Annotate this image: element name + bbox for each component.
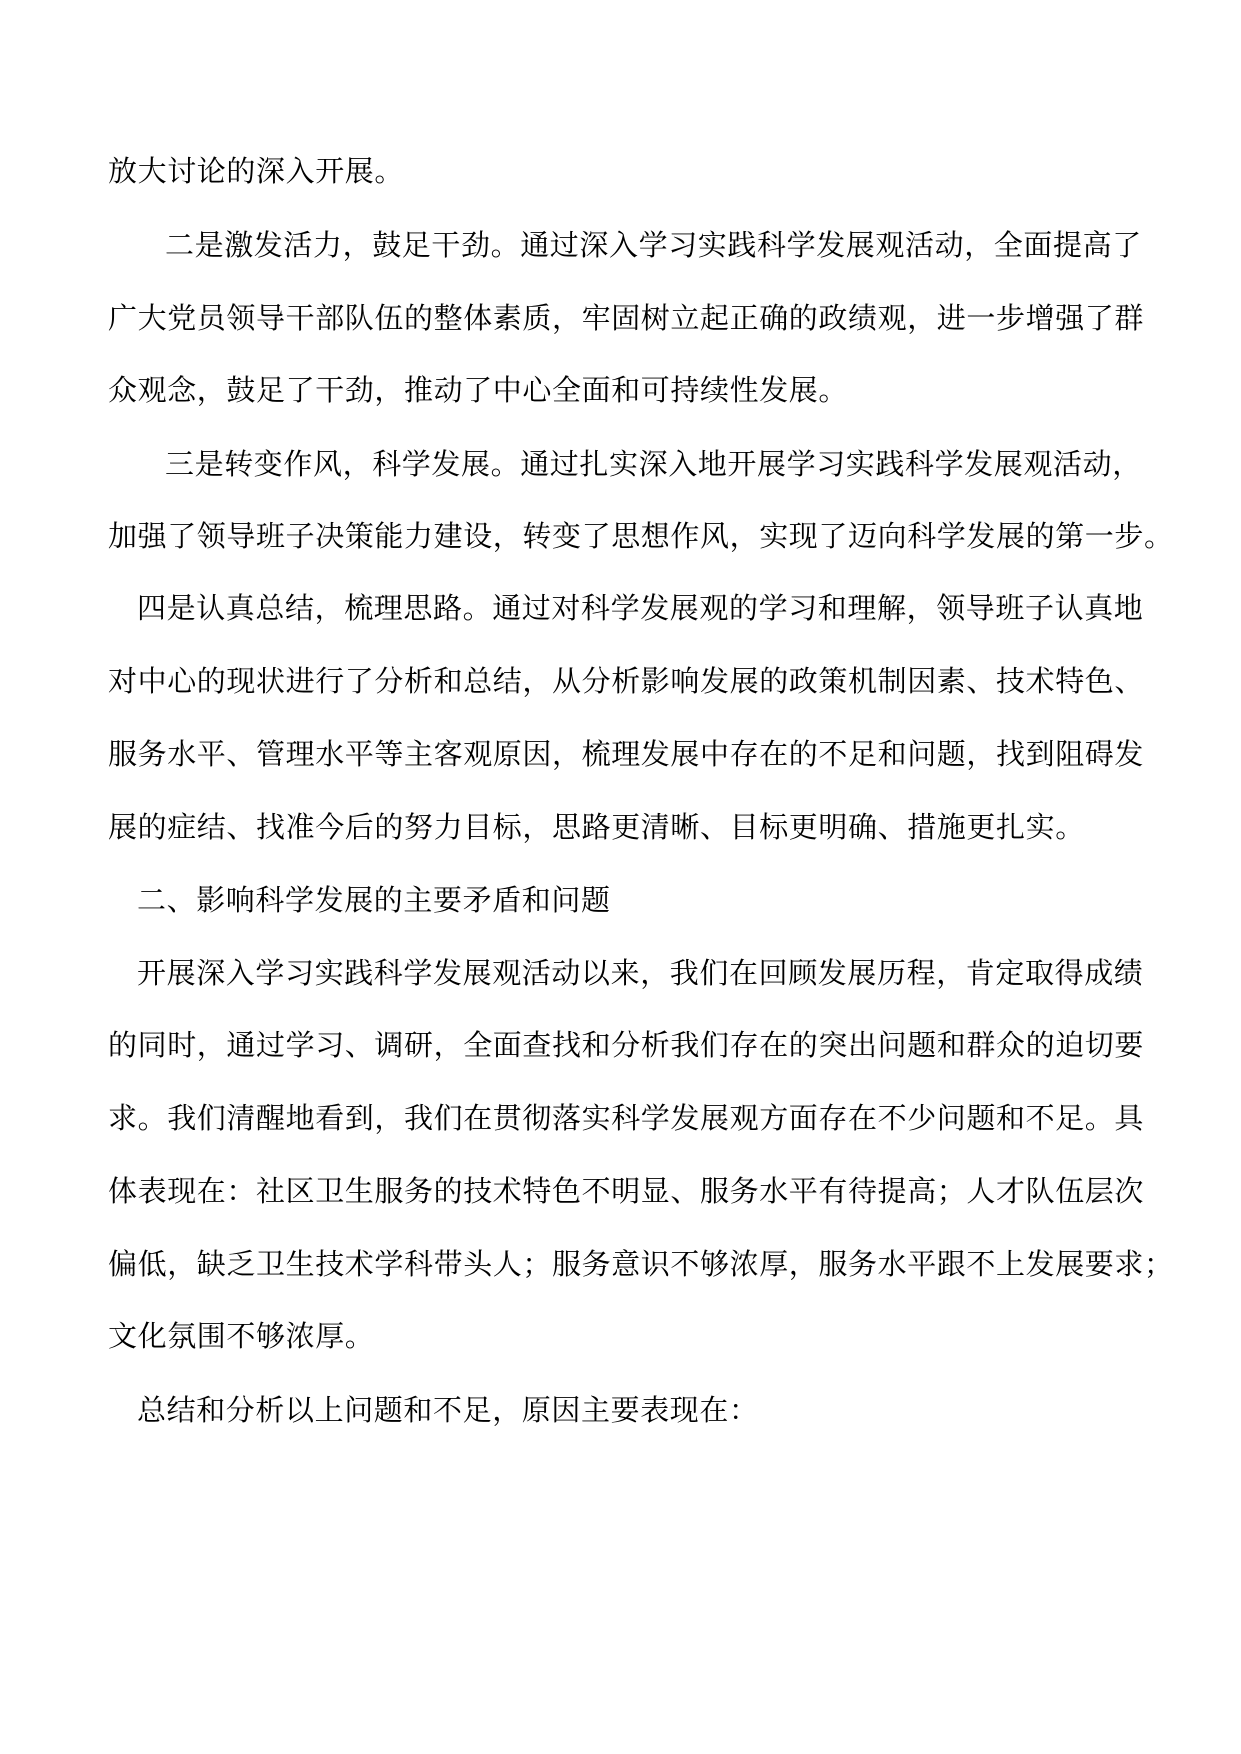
text-line: 文化氛围不够浓厚。 bbox=[108, 1319, 375, 1353]
text-line: 体表现在：社区卫生服务的技术特色不明显、服务水平有待提高；人才队伍层次 bbox=[108, 1174, 1145, 1208]
text-line: 偏低，缺乏卫生技术学科带头人；服务意识不够浓厚，服务水平跟不上发展要求； bbox=[108, 1247, 1174, 1281]
text-line: 众观念，鼓足了干劲，推动了中心全面和可持续性发展。 bbox=[108, 373, 849, 407]
text-line: 展的症结、找准今后的努力目标，思路更清晰、目标更明确、措施更扎实。 bbox=[108, 810, 1085, 844]
text-line: 服务水平、管理水平等主客观原因，梳理发展中存在的不足和问题，找到阻碍发 bbox=[108, 737, 1145, 771]
text-line: 三是转变作风，科学发展。通过扎实深入地开展学习实践科学发展观活动， bbox=[165, 447, 1142, 481]
text-line: 求。我们清醒地看到，我们在贯彻落实科学发展观方面存在不少问题和不足。具 bbox=[108, 1101, 1145, 1135]
text-line: 总结和分析以上问题和不足，原因主要表现在： bbox=[137, 1393, 759, 1427]
text-line: 加强了领导班子决策能力建设，转变了思想作风，实现了迈向科学发展的第一步。 bbox=[108, 519, 1174, 553]
text-line: 四是认真总结，梳理思路。通过对科学发展观的学习和理解，领导班子认真地 bbox=[137, 591, 1144, 625]
text-line: 放大讨论的深入开展。 bbox=[108, 154, 405, 188]
text-line: 二是激发活力，鼓足干劲。通过深入学习实践科学发展观活动，全面提高了 bbox=[165, 228, 1142, 262]
section-heading: 二、影响科学发展的主要矛盾和问题 bbox=[137, 883, 611, 917]
text-line: 开展深入学习实践科学发展观活动以来，我们在回顾发展历程，肯定取得成绩 bbox=[137, 956, 1144, 990]
text-line: 对中心的现状进行了分析和总结，从分析影响发展的政策机制因素、技术特色、 bbox=[108, 664, 1145, 698]
text-line: 的同时，通过学习、调研，全面查找和分析我们存在的突出问题和群众的迫切要 bbox=[108, 1028, 1145, 1062]
text-line: 广大党员领导干部队伍的整体素质，牢固树立起正确的政绩观，进一步增强了群 bbox=[108, 301, 1145, 335]
